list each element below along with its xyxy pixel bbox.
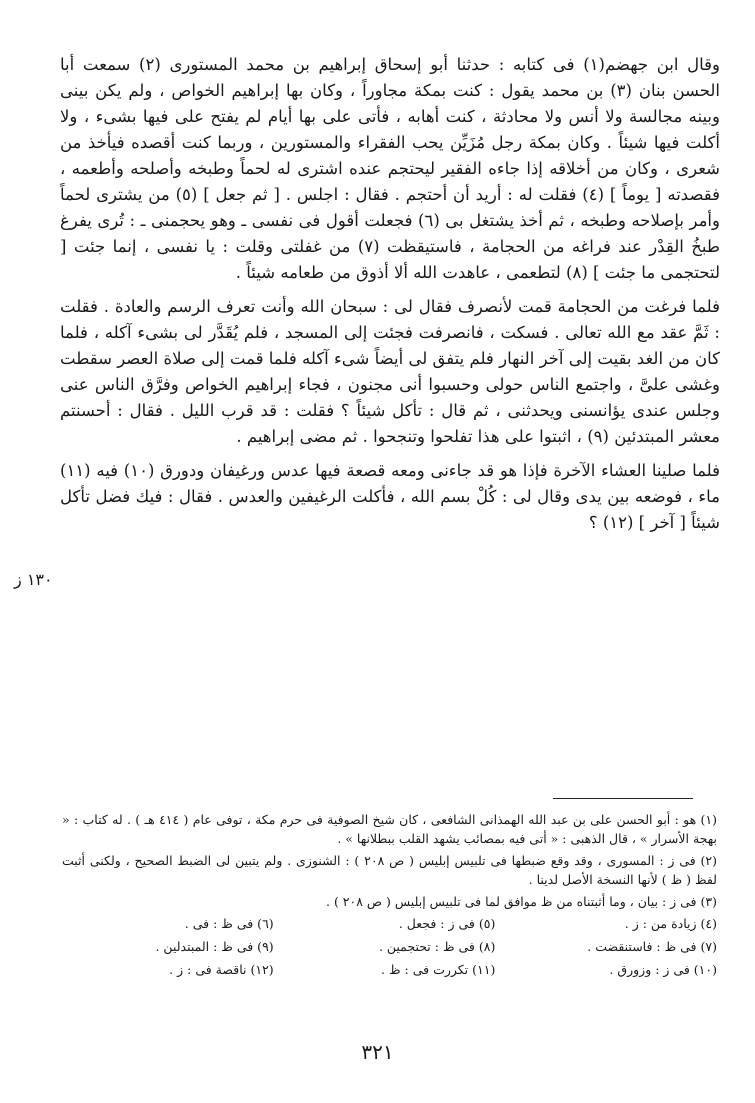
footnote-7: (٧) فى ظ : فاستنقضت . (587, 939, 717, 954)
footnote-12: (١٢) ناقصة فى : ز . (169, 962, 274, 977)
footnote-4: (٤) زيادة من : ز . (624, 916, 717, 931)
footnote-divider (553, 798, 693, 799)
footnote-8: (٨) فى ظ : تحتجمين . (378, 939, 496, 954)
footnote-9: (٩) فى ظ : المبتدلين . (155, 939, 274, 954)
footnote-10: (١٠) فى ز : وزورق . (609, 962, 717, 977)
footnote-1: (١) هو : أبو الحسن على بن عبد الله الهمذانى الشافعى ، كان شيخ الصوفية فى حرم مكة ، توفى عام ( ٤١٤ هـ ) . له كتاب : « بهجة الأسرار » ، قال الذهبى : « أتى فيه بمصائب يشهد القلب ببطلانها » . (62, 812, 717, 846)
footnote-2: (٢) فى ز : المسورى ، وقد وقع ضبطها فى تلبيس إبليس ( ص ٢٠٨ ) : الشنوزى . ولم يتبين لى الضبط الصحيح ، ولكنى أثبت لفظ ( ظ ) لأنها النسخة الأصل لدينا . (62, 853, 717, 887)
paragraph-1: وقال ابن جهضم(١) فى كتابه : حدثنا أبو إسحاق إبراهيم بن محمد المستورى (٢) سمعت أبا الحسن بنان (٣) بن محمد يقول : كنت بمكة مجاوراً ، وكان بها إبراهيم الخواص ، ولم يكن بينى وبينه مجالسة ولا أنس ولا محادثة ، كنت أهابه ، فأتى على بها أيام لم يفتح على فيها بشىء ، ولا أكلت فيها شيئاً . وكان بمكة رجل مُزَيِّن يحب الفقراء والمستورين ، وربما كنت أقصده فيأخذ من شعرى ، وكان من أخلاقه إذا جاءه الفقير ليحتجم عنده اشترى له لحماً وطبخه وأصلحه وأطعمه ، فقصدته [ يوماً ] (٤) فقلت له : أريد أن أحتجم . فقال : اجلس . [ ثم جعل ] (٥) من يشترى لحماً وأمر بإصلاحه وطبخه ، ثم أخذ يشتغل بى (٦) فجعلت أقول فى نفسى ـ وهو يحجمنى ـ : تُرى يفرغ طبخُ القِدْر عند فراغه من الحجامة ، فاستيقظت (٧) من غفلتى وقلت : يا نفسى ، إنما جئت [ لتحتجمى ما جئت ] (٨) لتطعمى ، عاهدت الله ألا أذوق من طعامه شيئاً . (60, 55, 720, 282)
manuscript-folio-note: ١٣٠ ز (14, 570, 53, 589)
short-footnotes-grid (62, 914, 717, 979)
main-text (60, 52, 720, 536)
paragraph-3: فلما صلينا العشاء الآخرة فإذا هو قد جاءنى ومعه قصعة فيها عدس ورغيفان ودورق (١٠) فيه (١١) ماء ، فوضعه بين يدى وقال لى : كُلْ بسم الله ، فأكلت الرغيفين والعدس . فقال : فيك فضل تأكل شيئاً [ آخر ] (١٢) ؟ (60, 461, 721, 532)
paragraph-2: فلما فرغت من الحجامة قمت لأنصرف فقال لى : سبحان الله وأنت تعرف الرسم والعادة . فقلت : ثَمَّ عقد مع الله تعالى . فسكت ، فانصرفت فجئت إلى المسجد ، فلم يُقَدَّر لى بشىء آكله ، فلما كان من الغد بقيت إلى آخر النهار فلم يتفق لى أيضاً شىء آكله فلما قمت إلى صلاة العصر سقطت وغشى علىَّ ، واجتمع الناس حولى وحسبوا أنى مجنون ، فجاء إبراهيم الخواص وفرَّق الناس عنى وجلس عندى يؤانسنى ويحدثنى ، ثم قال : تأكل شيئاً ؟ فقلت : قد قرب الليل . فقال : أحسنتم معشر المبتدئين (٩) ، اثبتوا على هذا تفلحوا وتنجحوا . ثم مضى إبراهيم . (60, 297, 720, 446)
footnote-3: (٣) فى ز : بيان ، وما أثبتناه من ظ موافق لما فى تلبيس إبليس ( ص ٢٠٨ ) . (326, 894, 717, 909)
footnote-5: (٥) فى ز : فجعل . (398, 916, 496, 931)
footnotes (62, 810, 717, 979)
page-number: ٣٢١ (361, 1040, 394, 1064)
footnote-11: (١١) تكررت فى : ظ . (381, 962, 496, 977)
footnote-6: (٦) فى ظ : فى . (184, 916, 274, 931)
